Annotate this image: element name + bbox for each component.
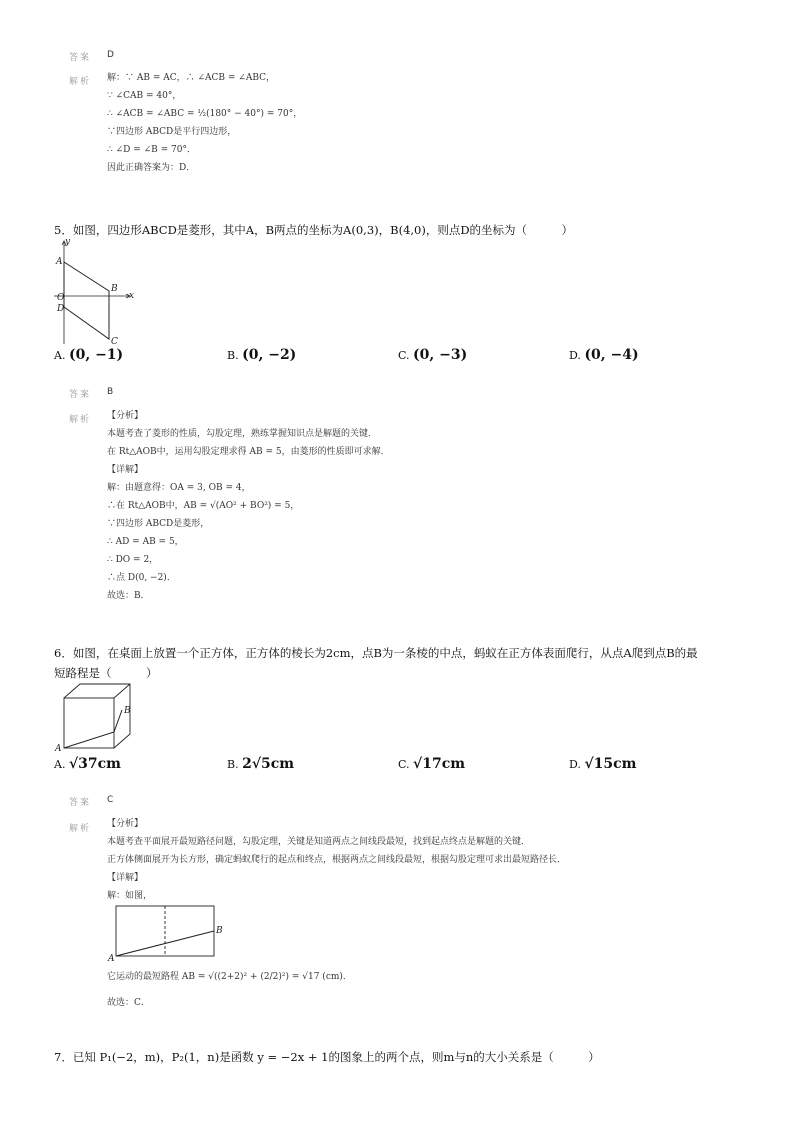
option-d[interactable] <box>569 756 636 772</box>
option-text: √17cm <box>413 756 466 772</box>
solution-line: ∴ ∠ACB = ∠ABC = ½(180° − 40°) = 70°， <box>107 109 303 119</box>
option-text: (0, −1) <box>68 347 124 363</box>
solution-line: 【详解】 <box>107 873 144 883</box>
label-b: B <box>216 926 223 936</box>
option-letter: D. <box>569 349 581 362</box>
label-y: y <box>65 237 71 247</box>
option-letter: B. <box>227 349 239 362</box>
solution-line: 故选：C． <box>107 998 150 1008</box>
question-5-stem: 5．如图，四边形ABCD是菱形，其中A，B两点的坐标为A(0,3)，B(4,0)，则点D的坐标为（ ） <box>54 223 574 237</box>
label-b: B <box>124 706 131 716</box>
analysis-label: 解析 <box>69 824 92 834</box>
solution-line: 正方体侧面展开为长方形，确定蚂蚁爬行的起点和终点，根据两点之间线段最短，根据勾股定理可求出最短路径长． <box>107 855 567 865</box>
solution-line: 解：∵ AB = AC，∴ ∠ACB = ∠ABC， <box>107 73 275 83</box>
solution-line: 故选：B． <box>107 591 150 601</box>
q6-solution-part1 <box>107 815 566 905</box>
option-letter: D. <box>569 758 581 771</box>
label-c: C <box>111 337 118 347</box>
analysis-label: 解析 <box>69 77 92 87</box>
option-text: (0, −4) <box>584 347 639 363</box>
option-text: (0, −3) <box>413 347 468 363</box>
label-b: B <box>111 284 118 294</box>
option-letter: B. <box>227 758 239 771</box>
solution-line: ∵四边形 ABCD是菱形， <box>107 519 210 529</box>
option-a[interactable] <box>54 347 123 363</box>
option-letter: A. <box>54 758 66 771</box>
option-text: 2√5cm <box>242 756 295 772</box>
option-letter: C. <box>398 758 410 771</box>
solution-line: 解：如图， <box>107 891 153 901</box>
solution-line: 本题考查平面展开最短路径问题，勾股定理，关键是知道两点之间线段最短，找到起点终点是解题的关键． <box>107 837 531 847</box>
option-c[interactable] <box>398 756 465 772</box>
answer-value: B <box>107 387 114 397</box>
solution-line: ∵四边形 ABCD是平行四边形， <box>107 127 237 137</box>
option-text: (0, −2) <box>242 347 297 363</box>
option-b[interactable] <box>227 347 296 363</box>
label-x: x <box>129 291 135 301</box>
solution-line: 它运动的最短路程 AB = √((2+2)² + (2/2)²) = √17 (cm)． <box>107 972 352 982</box>
question-7-stem: 7．已知 P₁(−2，m)，P₂(1，n)是函数 y = −2x + 1的图象上的两个点，则m与n的大小关系是（ ） <box>54 1050 600 1064</box>
solution-line: ∴ ∠D = ∠B = 70°． <box>107 145 196 155</box>
option-c[interactable] <box>398 347 467 363</box>
solution-line: 【分析】 <box>107 411 144 421</box>
solution-line: 本题考查了菱形的性质，勾股定理，熟练掌握知识点是解题的关键． <box>107 429 378 439</box>
question-6-stem-line2: 短路程是（ ） <box>54 666 158 680</box>
solution-line: 【分析】 <box>107 819 144 829</box>
solution-line: 【详解】 <box>107 465 144 475</box>
answer-label: 答案 <box>69 798 92 808</box>
answer-value: C <box>107 795 114 805</box>
label-a: A <box>108 954 115 962</box>
q6-solution-part2 <box>107 968 352 1012</box>
answer-label: 答案 <box>69 390 92 400</box>
option-b[interactable] <box>227 756 294 772</box>
question-6-stem-line1: 6．如图，在桌面上放置一个正方体，正方体的棱长为2cm，点B为一条棱的中点，蚂蚁在正方体表面爬行，从点A爬到点B的最 <box>54 646 698 660</box>
answer-label: 答案 <box>69 53 92 63</box>
cube-net-figure <box>106 900 228 962</box>
q5-solution <box>107 407 390 605</box>
solution-line: 解：由题意得：OA = 3, OB = 4， <box>107 483 251 493</box>
option-d[interactable] <box>569 347 639 363</box>
solution-line: ∴点 D(0, −2)． <box>107 573 176 583</box>
option-text: √15cm <box>584 756 637 772</box>
option-letter: A. <box>54 349 66 362</box>
q4-solution <box>107 69 302 177</box>
cube-figure <box>52 680 142 752</box>
analysis-label: 解析 <box>69 415 92 425</box>
label-o: O <box>57 293 65 303</box>
rhombus-coordinate-figure <box>52 236 142 348</box>
option-a[interactable] <box>54 756 121 772</box>
label-d: D <box>57 304 65 314</box>
answer-value: D <box>107 50 114 60</box>
solution-line: 因此正确答案为：D． <box>107 163 196 173</box>
option-text: √37cm <box>68 756 121 772</box>
label-a: A <box>56 257 63 267</box>
solution-line: ∴在 Rt△AOB中，AB = √(AO² + BO²) = 5， <box>107 501 300 511</box>
option-letter: C. <box>398 349 410 362</box>
solution-line: 在 Rt△AOB中，运用勾股定理求得 AB = 5，由菱形的性质即可求解． <box>107 447 390 457</box>
label-a: A <box>55 744 62 752</box>
solution-line: ∴ AD = AB = 5， <box>107 537 184 547</box>
solution-line: ∴ DO = 2， <box>107 555 159 565</box>
solution-line: ∵ ∠CAB = 40°， <box>107 91 182 101</box>
